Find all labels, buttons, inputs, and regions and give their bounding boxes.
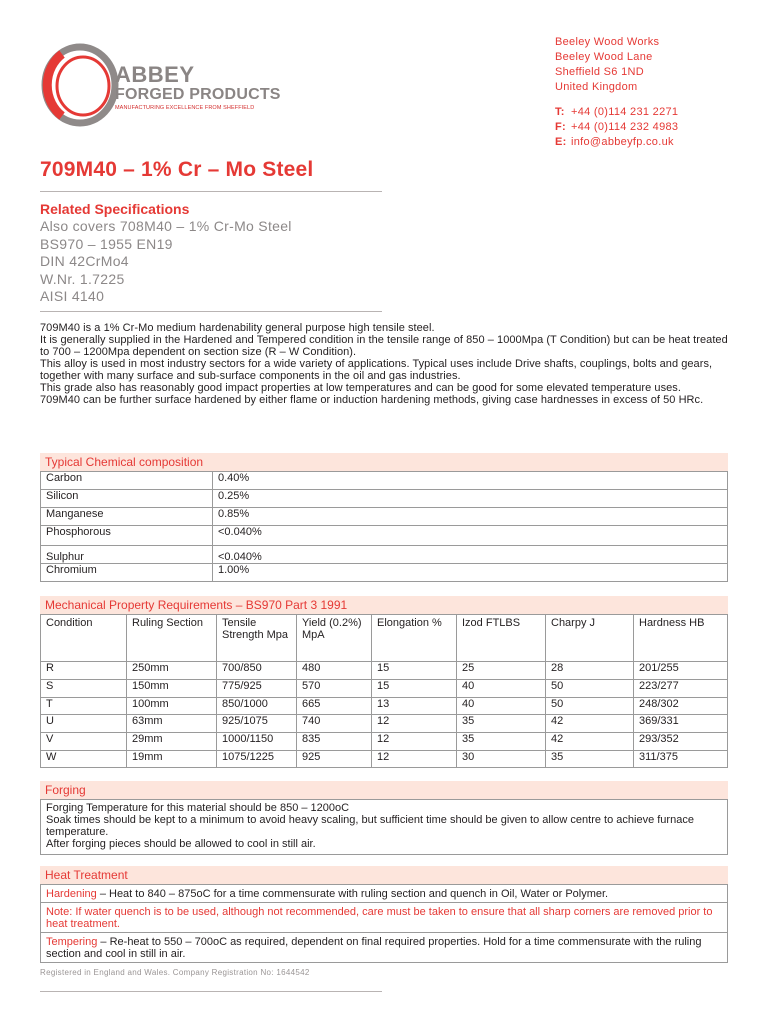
brand-tagline: MANUFACTURING EXCELLENCE FROM SHEFFIELD [115,105,255,111]
table-cell: 665 [297,698,372,715]
forging-section-heading: Forging [40,781,728,799]
column-header: Yield (0.2%) MpA [297,615,372,662]
element-value: 1.00% [213,564,728,582]
table-cell: 248/302 [634,698,728,715]
table-cell: 35 [546,751,634,768]
hardening-text: – Heat to 840 – 875oC for a time commensurate with ruling section and quench in Oil, Water or Polymer. [96,888,609,900]
table-row [41,526,728,546]
fax-line [555,120,678,135]
element-value: <0.040% [213,526,728,546]
table-cell: 775/925 [217,680,297,698]
address-line: Sheffield S6 1ND [555,66,644,78]
description-paragraph: 709M40 can be further surface hardened by either flame or induction hardening methods, giving case hardnesses in excess of 50 HRc. [40,394,704,406]
table-row [41,490,728,508]
mechanical-section-heading: Mechanical Property Requirements – BS970 Part 3 1991 [40,596,728,614]
table-cell: 12 [372,733,457,751]
table-row [41,715,728,733]
table-row [41,662,728,680]
table-cell: 311/375 [634,751,728,768]
footer-divider [40,991,382,992]
table-cell: R [41,662,127,680]
phone-line [555,105,678,120]
element-value: <0.040% [213,546,728,564]
table-cell: 369/331 [634,715,728,733]
table-header-row [41,615,728,662]
footer-registration: Registered in England and Wales. Company Registration No: 1644542 [40,968,310,977]
table-cell: 50 [546,698,634,715]
heat-treatment-section-heading: Heat Treatment [40,866,728,884]
element-value: 0.40% [213,472,728,490]
table-row [41,546,728,564]
address-line: Beeley Wood Lane [555,51,653,63]
description-paragraph: This alloy is used in most industry sectors for a wide variety of applications. Typical uses include Drive shafts, couplings, bolts and gears, together with many surface and sub-surface components in the oil and gas industries. [40,358,713,382]
table-cell: 925/1075 [217,715,297,733]
forging-line: Soak times should be kept to a minimum to avoid heavy scaling, but sufficient time should be given to allow centre to achieve furnace temperature. [46,814,694,838]
table-cell: 19mm [127,751,217,768]
title-divider [40,191,382,192]
column-header: Ruling Section [127,615,217,662]
phone-key: T: [555,106,565,118]
element-value: 0.25% [213,490,728,508]
table-cell: 12 [372,751,457,768]
fax-key: F: [555,121,566,133]
element-name: Phosphorous [41,526,213,546]
description [40,322,730,406]
contact-block [555,35,678,150]
column-header: Charpy J [546,615,634,662]
brand-line-2: FORGED PRODUCTS [115,86,281,103]
forging-line: Forging Temperature for this material should be 850 – 1200oC [46,802,350,814]
table-cell: 28 [546,662,634,680]
column-header: Tensile Strength Mpa [217,615,297,662]
table-cell: 35 [457,733,546,751]
water-quench-note: Note: If water quench is to be used, although not recommended, care must be taken to ensure that all sharp corners are removed prior to heat treatment. [41,903,727,933]
element-value: 0.85% [213,508,728,526]
table-cell: W [41,751,127,768]
related-spec-item: Also covers 708M40 – 1% Cr-Mo Steel [40,218,292,234]
column-header: Izod FTLBS [457,615,546,662]
table-cell: 13 [372,698,457,715]
description-paragraph: 709M40 is a 1% Cr-Mo medium hardenability general purpose high tensile steel. [40,322,435,334]
tempering-row [41,933,727,962]
email-key: E: [555,136,567,148]
column-header: Hardness HB [634,615,728,662]
hardening-row [41,885,727,903]
forging-line: After forging pieces should be allowed to cool in still air. [46,838,316,850]
table-cell: 12 [372,715,457,733]
hardening-label: Hardening [46,888,97,900]
table-row [41,508,728,526]
address-line: Beeley Wood Works [555,36,660,48]
brand-name [115,64,281,112]
chemical-table [40,471,728,582]
table-cell: 850/1000 [217,698,297,715]
table-cell: 223/277 [634,680,728,698]
table-cell: 50 [546,680,634,698]
email-line [555,135,678,150]
table-row [41,733,728,751]
description-paragraph: This grade also has reasonably good impact properties at low temperatures and can be good for some elevated temperature uses. [40,382,681,394]
related-spec-item: AISI 4140 [40,288,105,304]
column-header: Condition [41,615,127,662]
table-cell: 1000/1150 [217,733,297,751]
table-cell: 480 [297,662,372,680]
forging-box [40,799,728,855]
table-cell: 1075/1225 [217,751,297,768]
table-cell: 700/850 [217,662,297,680]
description-paragraph: It is generally supplied in the Hardened and Tempered condition in the tensile range of 850 – 1000Mpa (T Condition) but can be heat treated to 700 – 1200Mpa dependent on section size (R – W Condition). [40,334,728,358]
table-cell: 201/255 [634,662,728,680]
table-cell: 293/352 [634,733,728,751]
table-cell: 570 [297,680,372,698]
element-name: Carbon [41,472,213,490]
brand-line-1: ABBEY [115,62,195,87]
mechanical-table [40,614,728,768]
related-spec-item: BS970 – 1955 EN19 [40,235,173,252]
related-spec-item: W.Nr. 1.7225 [40,270,125,287]
table-row [41,564,728,582]
table-cell: 925 [297,751,372,768]
fax-number: +44 (0)114 232 4983 [571,121,679,133]
table-cell: 100mm [127,698,217,715]
email-link[interactable]: info@abbeyfp.co.uk [571,136,674,148]
element-name: Chromium [41,564,213,582]
tempering-label: Tempering [46,936,98,948]
table-cell: 35 [457,715,546,733]
table-row [41,472,728,490]
page-title: 709M40 – 1% Cr – Mo Steel [40,158,314,181]
column-header: Elongation % [372,615,457,662]
element-name: Silicon [41,490,213,508]
table-cell: 42 [546,715,634,733]
tempering-text: – Re-heat to 550 – 700oC as required, dependent on final required properties. Hold for a time commensurate with the ruling section and cool in still in air. [46,936,702,960]
table-cell: 63mm [127,715,217,733]
table-cell: T [41,698,127,715]
table-cell: 15 [372,662,457,680]
table-row [41,680,728,698]
table-cell: V [41,733,127,751]
table-cell: 30 [457,751,546,768]
chemical-section-heading: Typical Chemical composition [40,453,728,471]
table-cell: 42 [546,733,634,751]
table-cell: U [41,715,127,733]
element-name: Sulphur [41,546,213,564]
table-cell: 250mm [127,662,217,680]
address-line: United Kingdom [555,81,638,93]
table-cell: 15 [372,680,457,698]
table-cell: 150mm [127,680,217,698]
table-cell: 40 [457,698,546,715]
table-cell: 835 [297,733,372,751]
related-specifications [40,200,292,306]
table-row [41,698,728,715]
table-cell: S [41,680,127,698]
table-cell: 40 [457,680,546,698]
specs-divider [40,311,382,312]
phone-number[interactable]: +44 (0)114 231 2271 [571,106,679,118]
table-cell: 29mm [127,733,217,751]
table-cell: 25 [457,662,546,680]
table-cell: 740 [297,715,372,733]
related-spec-item: DIN 42CrMo4 [40,253,129,269]
heat-treatment-box [40,884,728,963]
table-row [41,751,728,768]
element-name: Manganese [41,508,213,526]
related-specs-heading: Related Specifications [40,201,190,217]
